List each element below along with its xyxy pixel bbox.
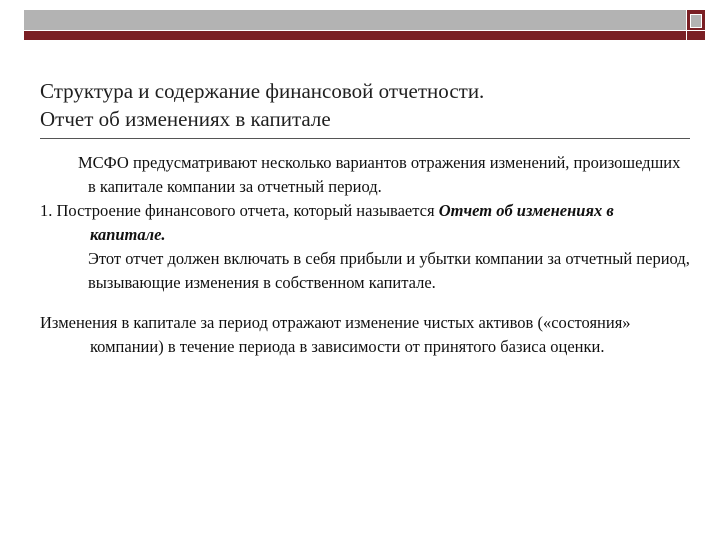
title-line-2: Отчет об изменениях в капитале xyxy=(40,107,331,131)
title-line-1: Структура и содержание финансовой отчетности. xyxy=(40,79,485,103)
title-divider xyxy=(40,138,690,139)
header-red-bar xyxy=(24,31,686,40)
slide-body xyxy=(40,151,690,359)
paragraph-item-1 xyxy=(40,199,690,247)
paragraph-capital-changes: Изменения в капитале за период отражают изменение чистых активов («состояния» компании) в течение периода в зависимости от принятого базиса оценки. xyxy=(40,313,631,356)
item-1-emphasis: Отчет об изменениях в капитале. xyxy=(90,201,614,244)
corner-square-bottom xyxy=(687,31,705,40)
header-gray-bar xyxy=(24,10,686,30)
corner-inner-square xyxy=(690,14,702,28)
slide-title xyxy=(40,77,680,133)
paragraph-ifrs: МСФО предусматривают несколько вариантов отражения изменений, произошедших в капитале компании за отчетный период. xyxy=(78,153,681,196)
paragraph-report-contents: Этот отчет должен включать в себя прибыли и убытки компании за отчетный период, вызывающие изменения в собственном капитале. xyxy=(88,249,690,292)
item-1-text: 1. Построение финансового отчета, который называется xyxy=(40,201,439,220)
